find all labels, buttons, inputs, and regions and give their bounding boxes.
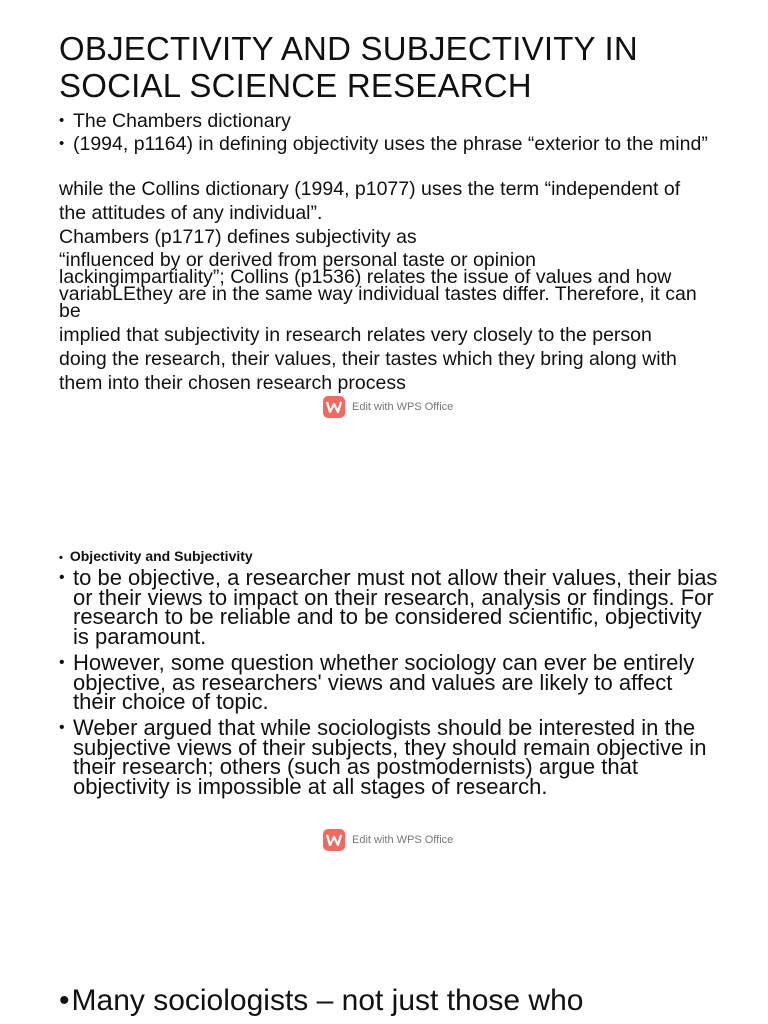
paragraph-line: be bbox=[59, 300, 81, 322]
wps-watermark[interactable] bbox=[323, 396, 453, 418]
paragraph-line: implied that subjectivity in research relates very closely to the person bbox=[59, 324, 652, 346]
paragraph-line: Chambers (p1717) defines subjectivity as bbox=[59, 226, 417, 248]
slide1-title: OBJECTIVITY AND SUBJECTIVITY IN SOCIAL SCIENCE RESEARCH bbox=[59, 30, 638, 104]
slide3-bullet bbox=[59, 983, 759, 1019]
paragraph-line: the attitudes of any individual”. bbox=[59, 202, 323, 224]
slide3-bullet-text: Many sociologists – not just those who bbox=[71, 984, 584, 1017]
bullet-dot: • bbox=[59, 984, 70, 1017]
slide2-bullet: • However, some question whether sociology can ever be entirely objective, as researchers' views and values are likely to affect their choice of topic. bbox=[59, 653, 719, 712]
wps-watermark[interactable] bbox=[323, 829, 453, 851]
paragraph-line: variabLEthey are in the same way individual tastes differ. Therefore, it can bbox=[59, 283, 697, 305]
paragraph-line: “influenced by or derived from personal taste or opinion bbox=[59, 249, 536, 271]
slide2-bullet: • to be objective, a researcher must not allow their values, their bias or their views to impact on their research, analysis or findings. For research to be reliable and to be considered scientific, objectivity is paramount. bbox=[59, 568, 719, 647]
wps-label: Edit with WPS Office bbox=[352, 834, 454, 846]
slide2-heading bbox=[59, 548, 253, 564]
slide1-bullet: • (1994, p1164) in defining objectivity uses the phrase “exterior to the mind” bbox=[59, 136, 729, 153]
paragraph-line: them into their chosen research process bbox=[59, 372, 406, 394]
slide1-bullet-list bbox=[59, 110, 729, 159]
paragraph-line: doing the research, their values, their tastes which they bring along with bbox=[59, 348, 677, 370]
slide2-heading-text: Objectivity and Subjectivity bbox=[69, 548, 253, 564]
slide1-paragraph bbox=[59, 177, 719, 395]
wps-logo-icon bbox=[323, 829, 345, 851]
slide2-bullet: • Weber argued that while sociologists should be interested in the subjective views of their subjects, they should remain objective in their research; others (such as postmodernists) argue that objectivity is impossible at all stages of research. bbox=[59, 718, 719, 797]
bullet-dot: • bbox=[59, 552, 63, 564]
paragraph-line: while the Collins dictionary (1994, p1077) uses the term “independent of bbox=[59, 178, 681, 200]
slide1-bullet: • The Chambers dictionary bbox=[59, 113, 729, 130]
wps-label: Edit with WPS Office bbox=[352, 401, 454, 413]
paragraph-line: lackingimpartiality”; Collins (p1536) relates the issue of values and how bbox=[59, 266, 672, 288]
wps-logo-icon bbox=[323, 396, 345, 418]
slide2-bullet-list bbox=[59, 565, 719, 803]
